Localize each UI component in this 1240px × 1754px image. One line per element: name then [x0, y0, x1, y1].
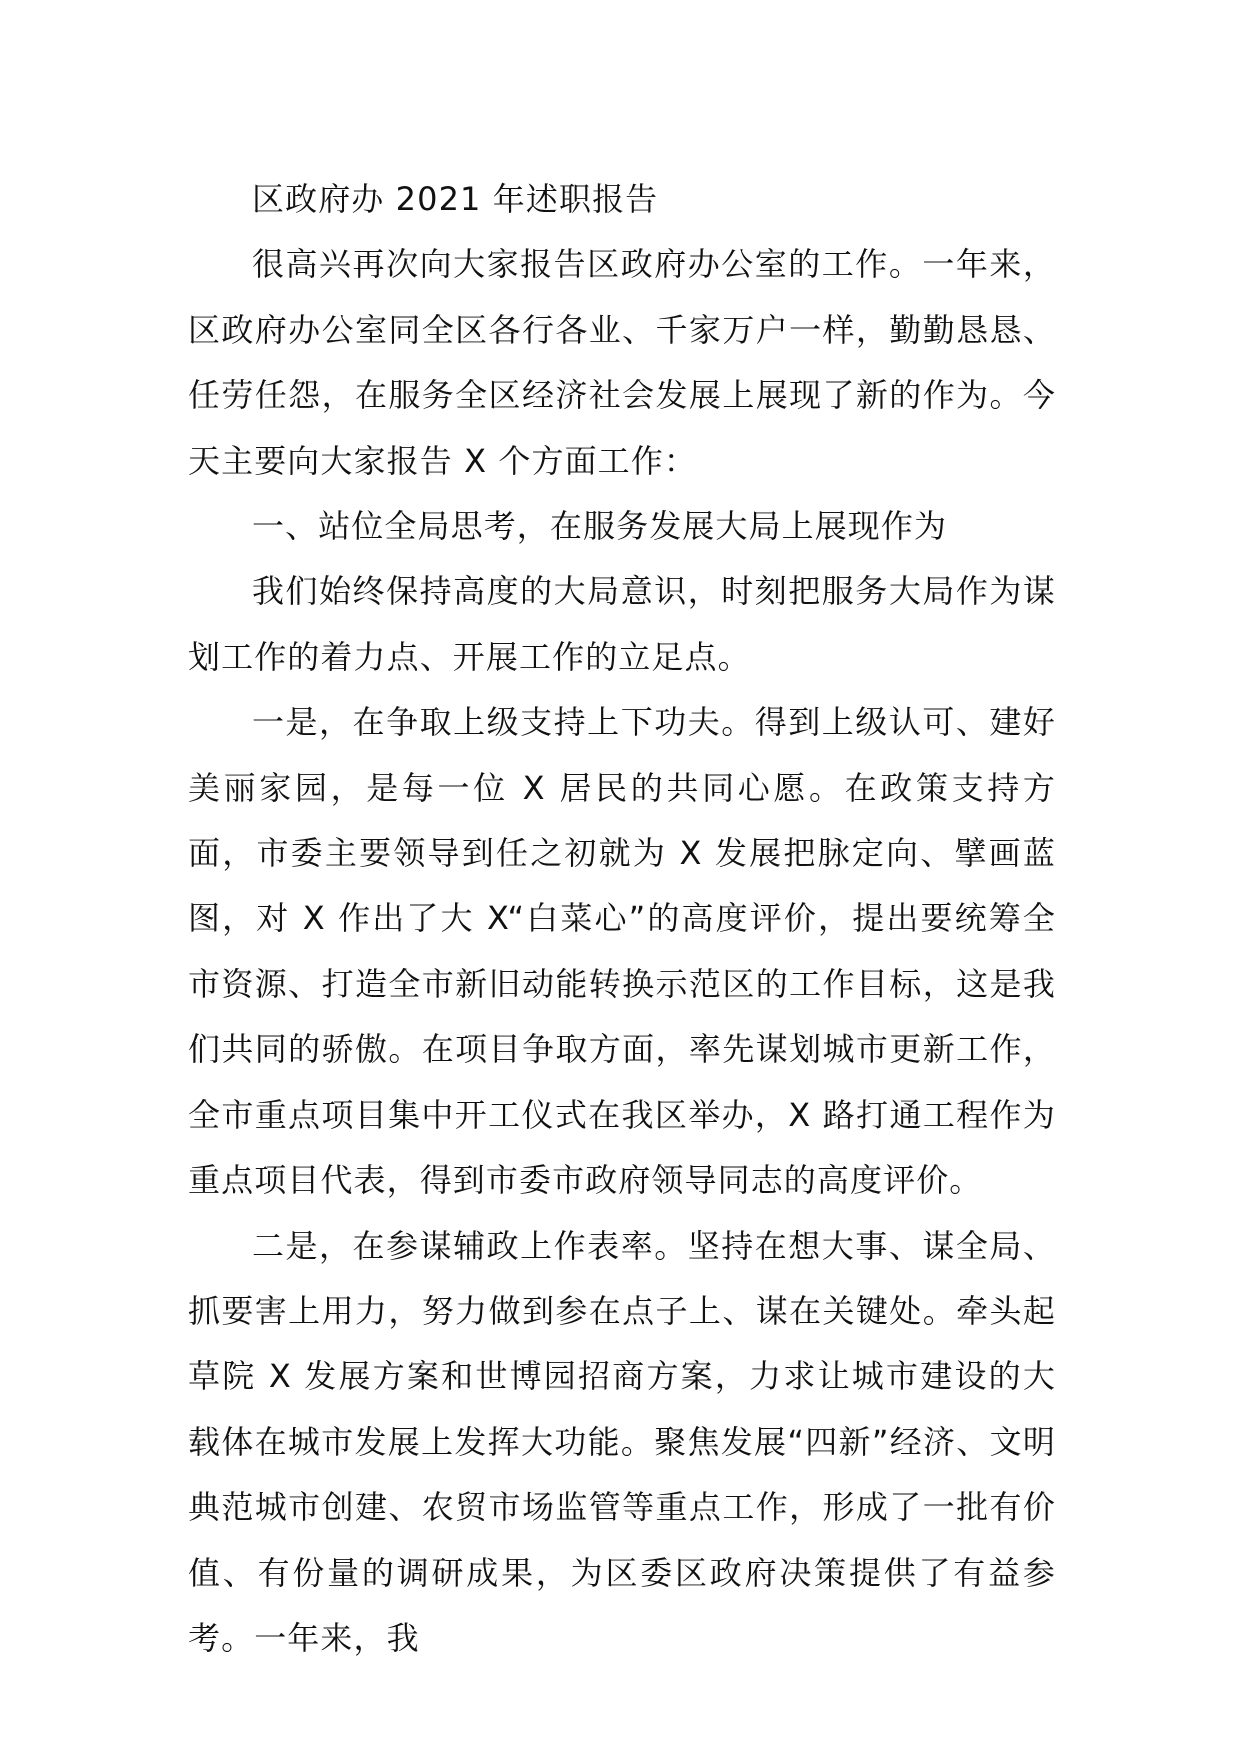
- document-title: 区政府办 2021 年述职报告: [252, 180, 659, 218]
- paragraph-overview: 我们始终保持高度的大局意识，时刻把服务大局作为谋划工作的着力点、开展工作的立足点。: [188, 572, 1056, 676]
- section-heading-1: 一、站位全局思考，在服务发展大局上展现作为: [252, 507, 948, 546]
- paragraph-intro: 很高兴再次向大家报告区政府办公室的工作。一年来，区政府办公室同全区各行各业、千家万户一样，勤勤恳恳、任劳任怨，在服务全区经济社会发展上展现了新的作为。今天主要向大家报告 X 个方面工作：: [188, 245, 1056, 480]
- paragraph-point-2: 二是，在参谋辅政上作表率。坚持在想大事、谋全局、抓要害上用力，努力做到参在点子上、谋在关键处。牵头起草院 X 发展方案和世博园招商方案，力求让城市建设的大载体在城市发展上发挥大功能。聚焦发展“四新”经济、文明典范城市创建、农贸市场监管等重点工作，形成了一批有价值、有份量的调研成果，为区委区政府决策提供了有益参考。一年来，我: [188, 1226, 1056, 1657]
- document-body: [188, 167, 1056, 1671]
- paragraph-point-1: 一是，在争取上级支持上下功夫。得到上级认可、建好美丽家园，是每一位 X 居民的共同心愿。在政策支持方面，市委主要领导到任之初就为 X 发展把脉定向、擘画蓝图，对 X 作出了大 X“白菜心”的高度评价，提出要统筹全市资源、打造全市新旧动能转换示范区的工作目标，这是我们共同的骄傲。在项目争取方面，率先谋划城市更新工作，全市重点项目集中开工仪式在我区举办，X 路打通工程作为重点项目代表，得到市委市政府领导同志的高度评价。: [188, 703, 1056, 1200]
